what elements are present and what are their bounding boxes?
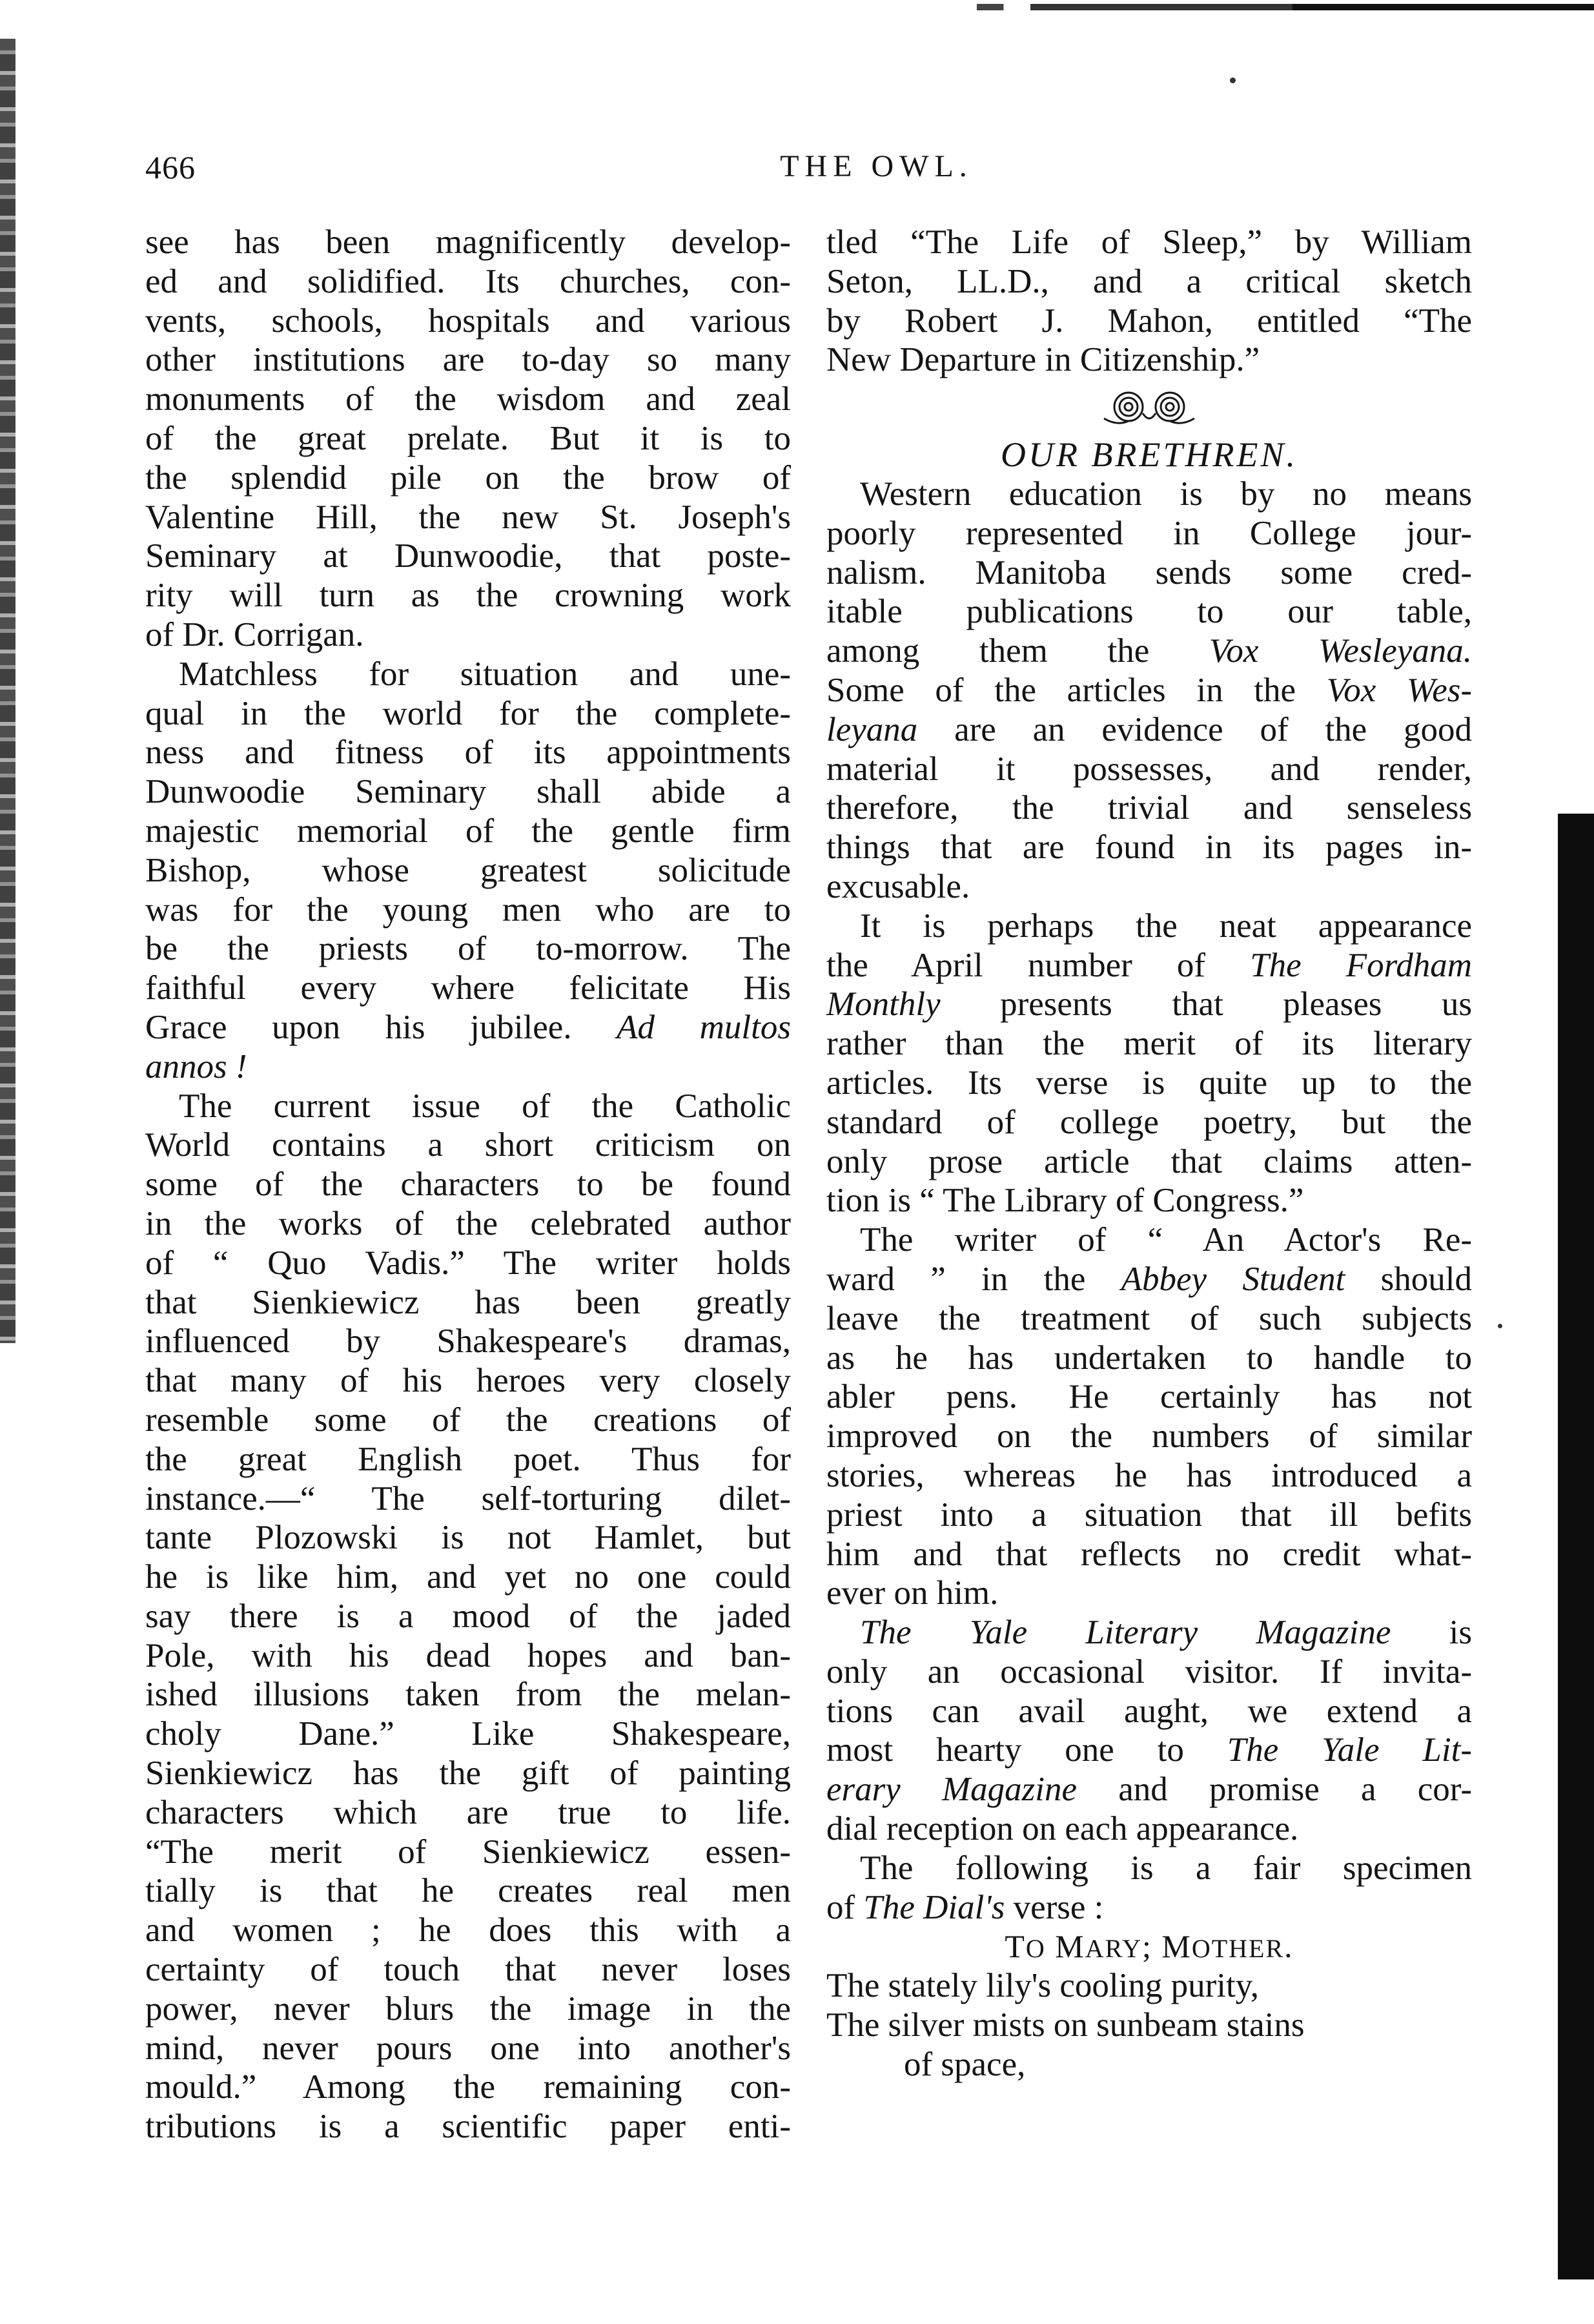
text-line: articles. Its verse is quite up to the [826, 1064, 1472, 1102]
text-line: certainty of touch that never loses [145, 1951, 791, 1989]
text-line: vents, schools, hospitals and various [145, 302, 791, 340]
text-line: leyana are an evidence of the good [826, 710, 1472, 748]
text-line: Valentine Hill, the new St. Joseph's [145, 498, 791, 536]
text-line: The following is a fair specimen [860, 1849, 1472, 1887]
text-line: him and that reflects no credit what- [826, 1535, 1472, 1573]
text-line: only an occasional visitor. If invita- [826, 1652, 1472, 1691]
text-line: Seton, LL.D., and a critical sketch [826, 262, 1472, 300]
right-column [826, 223, 1472, 2084]
running-head: THE OWL. [780, 149, 973, 183]
text-line: that Sienkiewicz has been greatly [145, 1283, 791, 1321]
text-line: “The merit of Sienkiewicz essen- [145, 1833, 791, 1871]
text-line: in the works of the celebrated author [145, 1204, 791, 1242]
text-line: tled “The Life of Sleep,” by William [826, 223, 1472, 261]
scan-right-edge [1558, 814, 1594, 2279]
text-line: It is perhaps the neat appearance [860, 907, 1472, 945]
poem-line: The silver mists on sunbeam stains [826, 2006, 1305, 2044]
text-line: say there is a mood of the jaded [145, 1597, 791, 1635]
poem [826, 1966, 1472, 2084]
text-line: therefore, the trivial and senseless [826, 789, 1472, 827]
text-line: power, never blurs the image in the [145, 1990, 791, 2028]
text-line: of “ Quo Vadis.” The writer holds [145, 1244, 791, 1282]
scan-speck [1498, 1324, 1502, 1328]
text-line: leave the treatment of such subjects [826, 1299, 1472, 1337]
scan-top-rule [923, 4, 1594, 10]
text-line: Seminary at Dunwoodie, that poste- [145, 537, 791, 575]
text-line: of the great prelate. But it is to [145, 419, 791, 457]
text-line: Western education is by no means [860, 475, 1472, 513]
text-line: ished illusions taken from the melan- [145, 1676, 791, 1714]
text-line: priest into a situation that ill befits [826, 1496, 1472, 1534]
text-line: The current issue of the Catholic [179, 1087, 791, 1125]
poem-line: The stately lily's cooling purity, [826, 1967, 1259, 2005]
text-line: rather than the merit of its literary [826, 1025, 1472, 1063]
text-line: that many of his heroes very closely [145, 1362, 791, 1400]
text-line: of Dr. Corrigan. [145, 615, 364, 653]
scan-left-edge [0, 39, 15, 1343]
poem-line: of space, [904, 2045, 1026, 2083]
text-line: characters which are true to life. [145, 1793, 791, 1831]
text-line: ward ” in the Abbey Student should [826, 1260, 1472, 1298]
text-line: poorly represented in College jour- [826, 514, 1472, 552]
text-line: abler pens. He certainly has not [826, 1378, 1472, 1416]
scan-speck [1230, 77, 1236, 83]
text-line: World contains a short criticism on [145, 1126, 791, 1164]
text-line: majestic memorial of the gentle firm [145, 812, 791, 850]
text-line: tante Plozowski is not Hamlet, but [145, 1519, 791, 1557]
poem-title: TO MARY; MOTHER. [1005, 1928, 1294, 1965]
text-line: Sienkiewicz has the gift of painting [145, 1754, 791, 1793]
right-column-body [826, 475, 1472, 1927]
text-line: The Yale Literary Magazine is [860, 1614, 1472, 1652]
text-line: rity will turn as the crowning work [145, 577, 791, 615]
text-line: Bishop, whose greatest solicitude [145, 851, 791, 889]
text-line: stories, whereas he has introduced a [826, 1456, 1472, 1494]
text-line: standard of college poetry, but the [826, 1103, 1472, 1141]
text-line: among them the Vox Wesleyana. [826, 632, 1472, 670]
text-line: as he has undertaken to handle to [826, 1339, 1472, 1377]
text-line: Grace upon his jubilee. Ad multos [145, 1008, 791, 1046]
text-line: tions can avail aught, we extend a [826, 1692, 1472, 1730]
text-line: ed and solidified. Its churches, con- [145, 262, 791, 300]
text-line: see has been magnificently develop- [145, 223, 791, 261]
text-line: excusable. [826, 867, 970, 905]
text-line: of The Dial's verse : [826, 1888, 1104, 1926]
text-line: the splendid pile on the brow of [145, 458, 791, 497]
text-line: mind, never pours one into another's [145, 2029, 791, 2067]
text-line: nalism. Manitoba sends some cred- [826, 553, 1472, 591]
ornament-icon [1091, 385, 1207, 430]
text-line: only prose article that claims atten- [826, 1142, 1472, 1180]
text-line: resemble some of the creations of [145, 1401, 791, 1439]
text-line: be the priests of to-morrow. The [145, 930, 791, 968]
text-line: and women ; he does this with a [145, 1911, 791, 1949]
text-line: Monthly presents that pleases us [826, 985, 1472, 1023]
section-ornament [826, 380, 1472, 435]
text-line: Dunwoodie Seminary shall abide a [145, 773, 791, 811]
text-line: the April number of The Fordham [826, 946, 1473, 984]
text-line: erary Magazine and promise a cor- [826, 1771, 1472, 1809]
text-line: mould.” Among the remaining con- [145, 2068, 791, 2106]
text-line: Pole, with his dead hopes and ban- [145, 1636, 791, 1674]
text-line: was for the young men who are to [145, 890, 791, 929]
text-line: some of the characters to be found [145, 1166, 791, 1204]
text-line: things that are found in its pages in- [826, 828, 1472, 867]
text-line: dial reception on each appearance. [826, 1810, 1299, 1848]
text-line: material it possesses, and render, [826, 750, 1472, 788]
text-line: qual in the world for the complete- [145, 694, 791, 732]
text-line: tially is that he creates real men [145, 1872, 791, 1910]
text-line: ever on him. [826, 1574, 999, 1612]
text-line: he is like him, and yet no one could [145, 1558, 791, 1596]
text-line: Matchless for situation and une- [179, 655, 791, 693]
section-heading: OUR BRETHREN. [1001, 435, 1298, 475]
text-line: annos ! [145, 1047, 247, 1085]
text-line: faithful every where felicitate His [145, 969, 791, 1007]
text-line: the great English poet. Thus for [145, 1440, 791, 1478]
text-line: tion is “ The Library of Congress.” [826, 1182, 1304, 1220]
page-number: 466 [145, 149, 196, 185]
text-line: monuments of the wisdom and zeal [145, 380, 791, 418]
text-line: choly Dane.” Like Shakespeare, [145, 1715, 791, 1753]
text-line: ness and fitness of its appointments [145, 734, 791, 772]
text-line: influenced by Shakespeare's dramas, [145, 1322, 791, 1361]
text-line: Some of the articles in the Vox Wes- [826, 671, 1473, 709]
right-column-continuation [826, 223, 1472, 380]
text-line: itable publications to our table, [826, 593, 1472, 631]
text-line: The writer of “ An Actor's Re- [860, 1221, 1472, 1259]
left-column [145, 223, 791, 2146]
text-line: instance.—“ The self-torturing dilet- [145, 1479, 791, 1517]
text-line: New Departure in Citizenship.” [826, 341, 1260, 379]
page-header [145, 149, 1530, 200]
text-line: by Robert J. Mahon, entitled “The [826, 302, 1472, 340]
text-line: improved on the numbers of similar [826, 1417, 1472, 1455]
text-line: other institutions are to-day so many [145, 341, 791, 379]
text-line: tributions is a scientific paper enti- [145, 2108, 791, 2146]
text-line: most hearty one to The Yale Lit- [826, 1731, 1473, 1769]
